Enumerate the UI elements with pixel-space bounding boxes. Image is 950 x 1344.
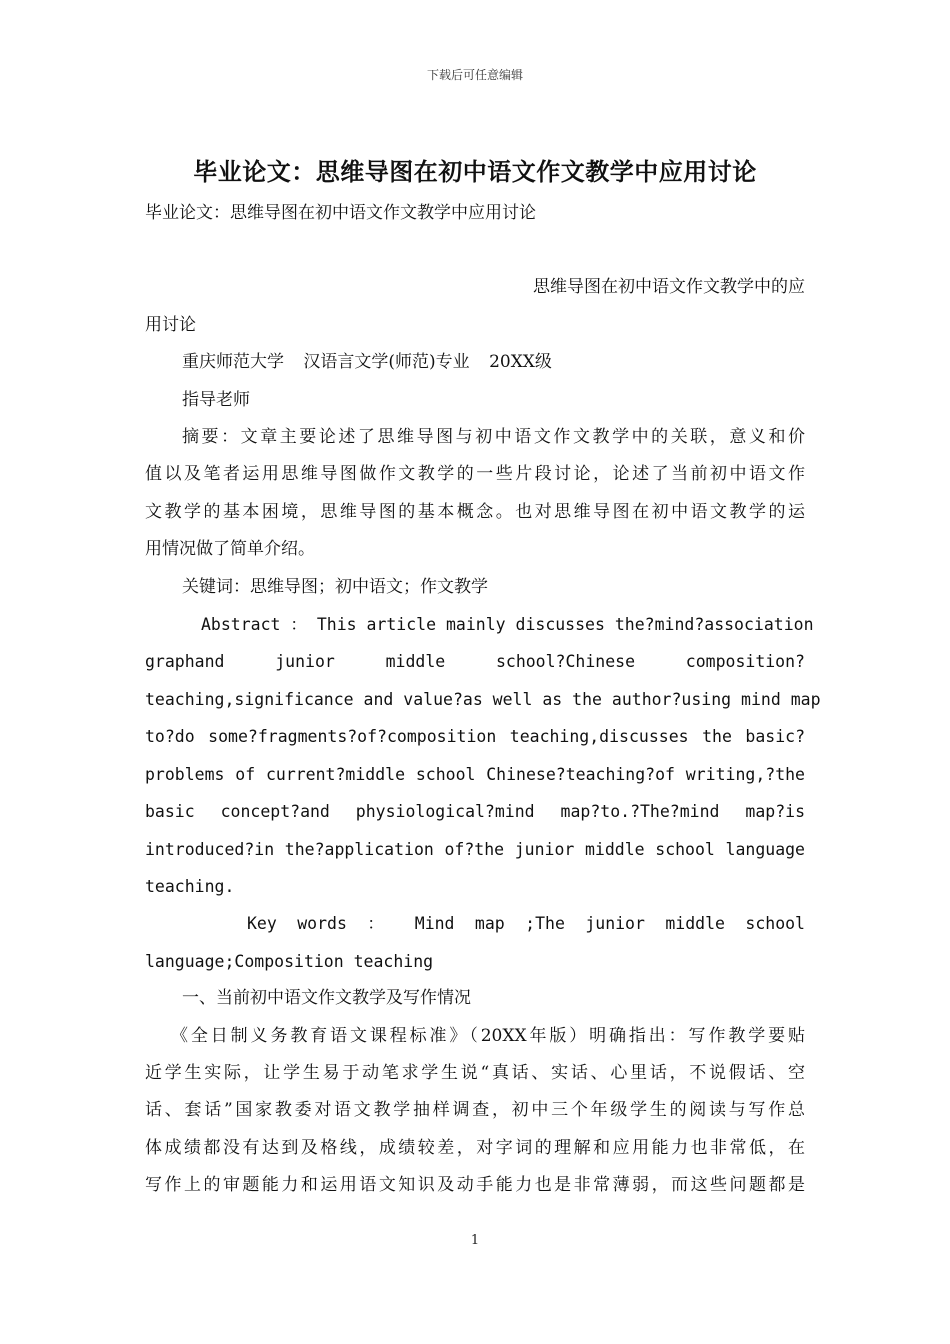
blank-line xyxy=(145,232,805,269)
body-paragraph-line: 体成绩都没有达到及格线，成绩较差，对字词的理解和应用能力也非常低，在 xyxy=(145,1137,805,1158)
document-body xyxy=(145,195,821,1205)
abstract-en-line: Abstract ： This article mainly discusses the?mind?association xyxy=(201,615,814,635)
keywords-en-line: language;Composition teaching xyxy=(145,951,434,971)
abstract-en-line: graphand junior middle school?Chinese composition? xyxy=(145,652,805,672)
body-paragraph-line: 《全日制义务教育语文课程标准》（20XX年版）明确指出：写作教学要贴 xyxy=(171,1025,805,1046)
body-paragraph-line: 近学生实际，让学生易于动笔求学生说“真话、实话、心里话，不说假话、空 xyxy=(145,1062,805,1083)
abstract-en-line: to?do some?fragments?of?composition teaching,discusses the basic? xyxy=(145,727,805,747)
body-paragraph-line: 话、套话”国家教委对语文教学抽样调查，初中三个年级学生的阅读与写作总 xyxy=(145,1100,805,1121)
paper-title-line-cont: 用讨论 xyxy=(145,314,196,335)
abstract-en-line: basic concept?and physiological?mind map?to.?The?mind map?is xyxy=(145,802,805,822)
keywords-en-line: Key words ： Mind map ;The junior middle school xyxy=(247,914,805,934)
abstract-cn-line: 用情况做了简单介绍。 xyxy=(145,539,315,560)
advisor-label: 指导老师 xyxy=(182,389,250,410)
abstract-cn-line: 文教学的基本困境，思维导图的基本概念。也对思维导图在初中语文教学的运 xyxy=(145,501,805,522)
abstract-en-line: teaching. xyxy=(145,876,235,896)
document-title: 毕业论文：思维导图在初中语文作文教学中应用讨论 xyxy=(193,157,757,186)
paper-title-line: 思维导图在初中语文作文教学中的应 xyxy=(533,277,805,298)
header-note: 下载后可任意编辑 xyxy=(426,68,523,82)
abstract-en-line: problems of current?middle school Chinese?teaching?of writing,?the xyxy=(145,764,805,784)
body-paragraph-line: 写作上的审题能力和运用语文知识及动手能力也是非常薄弱，而这些问题都是 xyxy=(145,1175,805,1196)
abstract-cn-line: 值以及笔者运用思维导图做作文教学的一些片段讨论，论述了当前初中语文作 xyxy=(145,464,805,485)
abstract-en-line: introduced?in the?application of?the junior middle school language xyxy=(145,839,805,859)
keywords-cn: 关键词：思维导图；初中语文；作文教学 xyxy=(182,576,488,597)
abstract-cn-line: 摘要：文章主要论述了思维导图与初中语文作文教学中的关联，意义和价 xyxy=(182,427,805,448)
abstract-en-line: teaching,significance and value?as well as the author?using mind map xyxy=(145,689,821,709)
author-affiliation: 重庆师范大学 汉语言文学(师范)专业 20XX级 xyxy=(182,352,552,373)
document-subtitle: 毕业论文：思维导图在初中语文作文教学中应用讨论 xyxy=(145,203,536,223)
page-number: 1 xyxy=(470,1233,480,1248)
section-heading: 一、当前初中语文作文教学及写作情况 xyxy=(182,988,471,1009)
